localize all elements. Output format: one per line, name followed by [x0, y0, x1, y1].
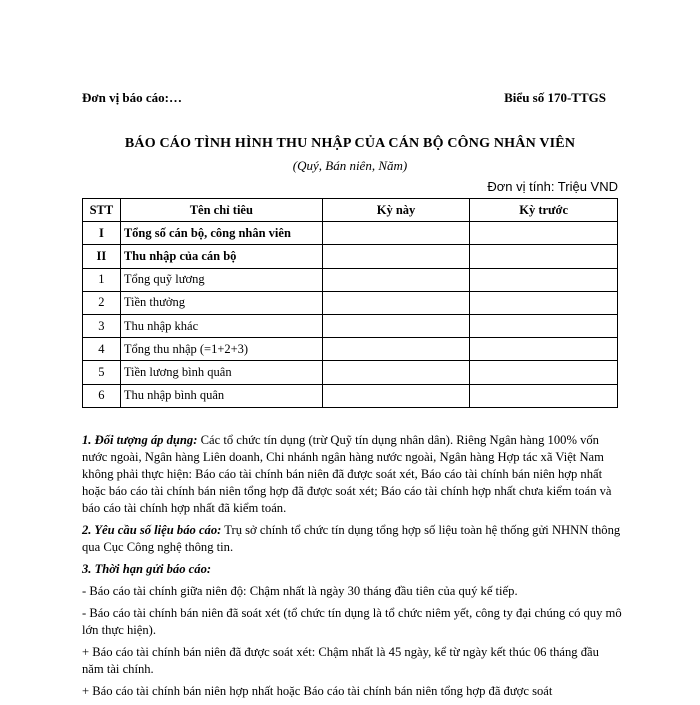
currency-unit: Đơn vị tính: Triệu VND — [487, 179, 618, 194]
list-item: + Báo cáo tài chính bán niên hợp nhất hoặc Báo cáo tài chính bán niên tổng hợp đã được soát — [82, 684, 553, 698]
row-current-value[interactable] — [322, 314, 469, 337]
row-current-value[interactable] — [322, 384, 469, 407]
list-item: + Báo cáo tài chính bán niên đã được soát xét: Chậm nhất là 45 ngày, kể từ ngày kết thúc 06 tháng đầu năm tài chính. — [82, 645, 599, 676]
header-stt: STT — [83, 199, 121, 222]
table-row — [83, 338, 618, 361]
row-stt: 4 — [83, 338, 121, 361]
header-current-period: Kỳ này — [322, 199, 469, 222]
row-previous-value[interactable] — [470, 222, 618, 245]
page-subtitle: (Quý, Bán niên, Năm) — [292, 158, 408, 173]
table-header-row — [83, 199, 618, 222]
page-title: BÁO CÁO TÌNH HÌNH THU NHẬP CỦA CÁN BỘ CÔNG NHÂN VIÊN — [124, 136, 576, 151]
row-previous-value[interactable] — [470, 245, 618, 268]
income-report-table — [82, 198, 618, 408]
note-applicable-entities — [82, 432, 622, 517]
row-name: Tiền lương bình quân — [120, 361, 322, 384]
row-name: Tổng số cán bộ, công nhân viên — [120, 222, 322, 245]
row-previous-value[interactable] — [470, 314, 618, 337]
list-item: - Báo cáo tài chính bán niên đã soát xét (tổ chức tín dụng là tổ chức niêm yết, công ty đại chúng có quy mô lớn thực hiện). — [82, 606, 622, 637]
note-1-label: 1. Đối tượng áp dụng: — [82, 433, 198, 447]
table-row — [83, 222, 618, 245]
row-stt: II — [83, 245, 121, 268]
note-deadline-heading — [82, 561, 622, 578]
row-name: Thu nhập bình quân — [120, 384, 322, 407]
row-stt: 6 — [83, 384, 121, 407]
table-row — [83, 384, 618, 407]
row-current-value[interactable] — [322, 291, 469, 314]
row-stt: 2 — [83, 291, 121, 314]
row-previous-value[interactable] — [470, 268, 618, 291]
list-item: - Báo cáo tài chính giữa niên độ: Chậm nhất là ngày 30 tháng đầu tiên của quý kế tiếp. — [82, 584, 518, 598]
table-row — [83, 268, 618, 291]
note-3-label: 3. Thời hạn gửi báo cáo: — [82, 562, 212, 576]
note-2-label: 2. Yêu cầu số liệu báo cáo: — [82, 523, 222, 537]
row-current-value[interactable] — [322, 222, 469, 245]
row-name: Thu nhập khác — [120, 314, 322, 337]
row-name: Tiền thưởng — [120, 291, 322, 314]
reporting-unit-label: Đơn vị báo cáo:… — [82, 90, 183, 105]
form-number: Biểu số 170-TTGS — [504, 90, 606, 105]
row-previous-value[interactable] — [470, 291, 618, 314]
note-data-requirements — [82, 522, 622, 556]
row-stt: I — [83, 222, 121, 245]
note-1-text: Các tổ chức tín dụng (trừ Quỹ tín dụng nhân dân). Riêng Ngân hàng 100% vốn nước ngoài, Ngân hàng Liên doanh, Chi nhánh ngân hàng nước ngoài, Ngân hàng Hợp tác xã Việt Nam không phải thực hiện: Báo cáo tài chính bán niên đã được soát xét, Báo cáo tài chính bán niên hợp nhất hoặc báo cáo tài chính bán niên tổng hợp đã được soát xét; Báo cáo tài chính hợp nhất chưa kiểm toán và báo cáo tài chính hợp nhất đã kiểm toán. — [82, 433, 612, 515]
row-current-value[interactable] — [322, 361, 469, 384]
row-current-value[interactable] — [322, 245, 469, 268]
row-current-value[interactable] — [322, 268, 469, 291]
note-2-text: Trụ sở chính tổ chức tín dụng tổng hợp số liệu toàn hệ thống gửi NHNN thông qua Cục Công nghệ thông tin. — [82, 523, 621, 554]
row-previous-value[interactable] — [470, 361, 618, 384]
notes-section — [82, 432, 622, 705]
row-current-value[interactable] — [322, 338, 469, 361]
table-row — [83, 314, 618, 337]
table-row — [83, 245, 618, 268]
header-indicator-name: Tên chỉ tiêu — [120, 199, 322, 222]
row-name: Thu nhập của cán bộ — [120, 245, 322, 268]
row-previous-value[interactable] — [470, 384, 618, 407]
row-name: Tổng thu nhập (=1+2+3) — [120, 338, 322, 361]
row-previous-value[interactable] — [470, 338, 618, 361]
row-stt: 3 — [83, 314, 121, 337]
table-row — [83, 361, 618, 384]
table-row — [83, 291, 618, 314]
row-stt: 5 — [83, 361, 121, 384]
header-previous-period: Kỳ trước — [470, 199, 618, 222]
row-name: Tổng quỹ lương — [120, 268, 322, 291]
row-stt: 1 — [83, 268, 121, 291]
